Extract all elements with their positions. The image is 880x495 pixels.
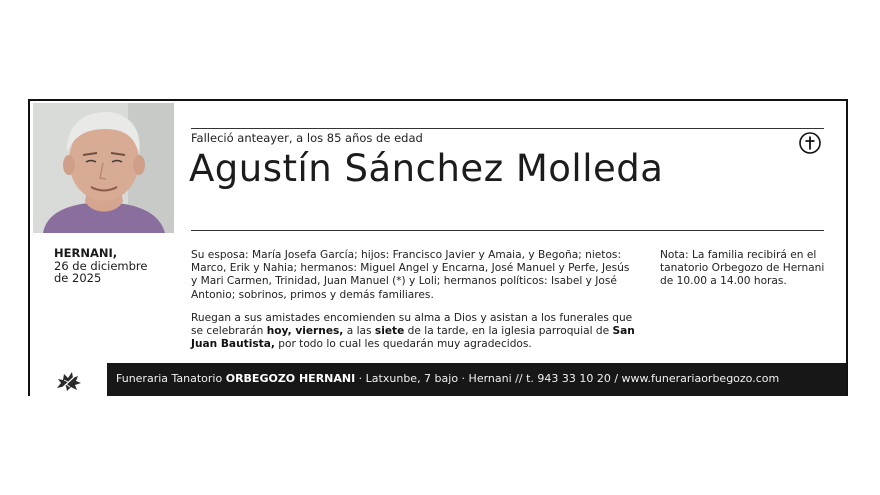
leaf-logo-icon <box>30 363 107 396</box>
middle-rule <box>191 230 824 231</box>
footer-details: · Latxunbe, 7 bajo · Hernani // t. 943 33 10 20 / www.funerariaorbegozo.com <box>355 372 780 385</box>
footer-prefix: Funeraria Tanatorio <box>116 372 226 385</box>
request-text-4: por todo lo cual les quedarán muy agradecidos. <box>274 338 532 351</box>
age-line: Falleció anteayer, a los 85 años de edad <box>191 131 423 145</box>
request-hour: siete <box>374 325 405 338</box>
funeral-home-logo <box>30 363 107 396</box>
top-rule <box>191 128 824 129</box>
footer-contact <box>116 372 779 385</box>
deceased-name: Agustín Sánchez Molleda <box>189 147 664 190</box>
request-text-2: a las <box>343 325 375 338</box>
footer-bar <box>30 363 846 396</box>
family-note: Nota: La familia recibirá en el tanatorio Orbegozo de Hernani de 10.00 a 14.00 horas. <box>660 249 825 288</box>
date-line-2: de 2025 <box>54 271 102 285</box>
town: HERNANI, <box>54 246 118 260</box>
place-and-date <box>54 247 164 285</box>
family-list: Su esposa: María Josefa García; hijos: Francisco Javier y Amaia, y Begoña; nietos: Marco, Erik y Nahia; hermanos: Miguel Angel y Encarna, José Manuel y Perfe, Jesús y Mari Carmen, Trinidad, Juan Manuel (*) y Loli; hermanos políticos: Isabel y José Antonio; sobrinos, primos y demás familiares. <box>191 249 630 301</box>
footer-brand: ORBEGOZO HERNANI <box>225 372 356 385</box>
request-text-3: de la tarde, en la iglesia parroquial de <box>404 325 613 338</box>
obituary-card <box>28 99 848 396</box>
request-text-1: Ruegan a sus amistades encomienden su alma a Dios y asistan a los funerales que se celebrarán <box>191 312 633 338</box>
cross-in-circle-icon <box>799 132 821 154</box>
date-line-1: 26 de diciembre <box>54 258 148 273</box>
funeral-request <box>191 312 641 352</box>
portrait-photo <box>33 103 174 233</box>
request-church: San Juan Bautista, <box>191 325 635 351</box>
request-day: hoy, viernes, <box>266 325 344 338</box>
